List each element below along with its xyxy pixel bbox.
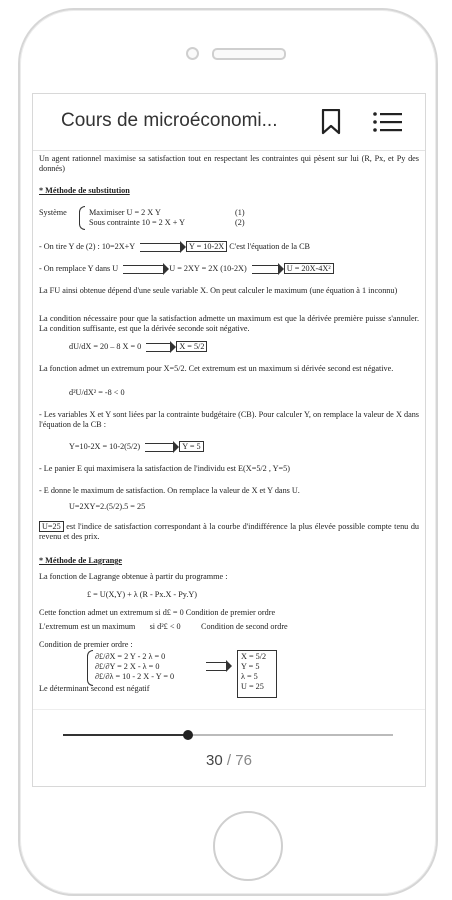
slider-progress bbox=[63, 734, 188, 736]
fu-text: La FU ainsi obtenue dépend d'une seule variable X. On peut calculer le maximum (une équation à 1 inconnu) bbox=[39, 286, 398, 295]
result-lambda: λ = 5 bbox=[241, 672, 258, 681]
system-line2-num: (2) bbox=[235, 218, 245, 227]
reader-controls bbox=[33, 709, 425, 787]
arrow-icon bbox=[145, 443, 174, 452]
step2-mid: U = 2XY = 2X (10-2X) bbox=[169, 264, 247, 273]
arrow-icon bbox=[252, 265, 279, 274]
camera-icon bbox=[186, 47, 199, 60]
equations-brace bbox=[87, 650, 93, 686]
equation-2: ∂£/∂Y = 2 X - λ = 0 bbox=[95, 662, 160, 671]
extremum-text: La fonction admet un extremum pour X=5/2. Cet extremum est un maximum si dérivée second est négative. bbox=[39, 364, 394, 373]
substitution-heading: * Méthode de substitution bbox=[39, 186, 130, 195]
indice-paragraph bbox=[39, 522, 419, 542]
speaker-grille bbox=[212, 48, 286, 60]
arrow-icon bbox=[146, 343, 171, 352]
system-line1-num: (1) bbox=[235, 208, 245, 217]
current-page: 30 bbox=[206, 752, 223, 769]
u-box: U=25 bbox=[39, 521, 64, 532]
condition-text: La condition nécessaire pour que la satisfaction admette un maximum est que la dérivée première puisse s'annuler. La condition suffisante, est que la dérivée seconde soit négative. bbox=[39, 314, 419, 333]
total-pages: 76 bbox=[235, 752, 252, 769]
system-block bbox=[39, 208, 419, 227]
derivative-eq: dU/dX = 20 – 8 X = 0 bbox=[69, 342, 142, 351]
page-indicator bbox=[33, 752, 425, 769]
arrow-icon bbox=[206, 662, 227, 671]
lagrange-text: La fonction de Lagrange obtenue à partir du programme : bbox=[39, 572, 228, 581]
step1-line bbox=[39, 242, 419, 252]
step1-pre: - On tire Y de (2) : 10=2X+Y bbox=[39, 242, 135, 251]
system-label: Système bbox=[39, 208, 67, 217]
equation-1: ∂£/∂X = 2 Y - 2 λ = 0 bbox=[95, 652, 166, 661]
arrow-icon bbox=[140, 243, 181, 252]
determinant-text: Le déterminant second est négatif bbox=[39, 684, 150, 693]
lagrange-max: L'extremum est un maximum si d²£ < 0 Condition de second ordre bbox=[39, 622, 288, 631]
step2-line bbox=[39, 264, 419, 274]
result-y: Y = 5 bbox=[241, 662, 260, 671]
y-line bbox=[69, 442, 419, 452]
step2-pre: - On remplace Y dans U bbox=[39, 264, 119, 273]
lagrange-heading: * Méthode de Lagrange bbox=[39, 556, 123, 565]
lagrange-extremum: Cette fonction admet un extremum si d£ = 0 Condition de premier ordre bbox=[39, 608, 276, 617]
y-eq: Y=10-2X = 10-2(5/2) bbox=[69, 442, 141, 451]
system-brace bbox=[79, 206, 85, 230]
page-separator: / bbox=[222, 752, 236, 769]
equation-3: ∂£/∂λ = 10 - 2 X - Y = 0 bbox=[95, 672, 175, 681]
max-text: - E donne le maximum de satisfaction. On remplace la valeur de X et Y dans U. bbox=[39, 486, 300, 495]
result-x: X = 5/2 bbox=[241, 652, 267, 661]
arrow-icon bbox=[123, 265, 164, 274]
home-button[interactable] bbox=[213, 811, 283, 881]
derivative-line bbox=[69, 342, 419, 352]
app-bar bbox=[33, 94, 425, 151]
y-box: Y = 5 bbox=[179, 441, 203, 452]
system-line2: Sous contrainte 10 = 2 X + Y bbox=[89, 218, 186, 227]
page-slider[interactable] bbox=[63, 734, 393, 736]
second-derivative: d²U/dX² = -8 < 0 bbox=[69, 388, 125, 397]
system-line1: Maximiser U = 2 X Y bbox=[89, 208, 161, 217]
step2-box: U = 20X-4X² bbox=[284, 263, 334, 274]
derivative-box: X = 5/2 bbox=[176, 341, 207, 352]
slider-thumb[interactable] bbox=[183, 730, 193, 740]
bookmark-icon[interactable] bbox=[320, 109, 342, 135]
document-page[interactable] bbox=[39, 154, 419, 708]
step1-box: Y = 10-2X bbox=[186, 241, 227, 252]
document-title: Cours de microéconomi... bbox=[61, 110, 278, 131]
variables-text: - Les variables X et Y sont liées par la contrainte budgétaire (CB). Pour calculer Y, on remplace la valeur de X dans l'équation de la CB : bbox=[39, 410, 419, 429]
screen bbox=[32, 93, 426, 787]
lagrange-condition: Condition de premier ordre : bbox=[39, 640, 133, 649]
result-u: U = 25 bbox=[241, 682, 264, 691]
lagrange-formula: £ = U(X,Y) + λ (R - Px.X - Py.Y) bbox=[87, 590, 198, 599]
panier-text: - Le panier E qui maximisera la satisfaction de l'individu est E(X=5/2 , Y=5) bbox=[39, 464, 290, 473]
step1-post: C'est l'équation de la CB bbox=[229, 242, 310, 251]
u-line: U=2XY=2.(5/2).5 = 25 bbox=[69, 502, 146, 511]
indice-text: est l'indice de satisfaction correspondant à la courbe d'indifférence la plus élevée possible compte tenu du revenu et des prix. bbox=[39, 522, 419, 541]
table-of-contents-icon[interactable] bbox=[373, 111, 403, 133]
intro-text: Un agent rationnel maximise sa satisfaction tout en respectant les contraintes qui pèsent sur lui (R, Px, et Py des donnés) bbox=[39, 154, 419, 173]
